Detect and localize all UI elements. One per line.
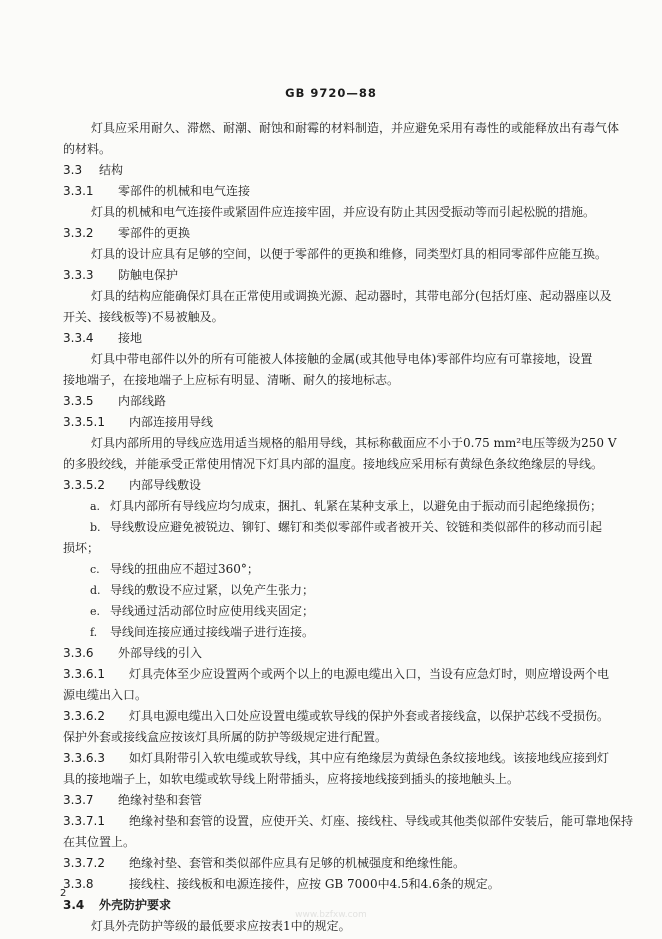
list-item-text: 灯具内部所有导线应均匀成束，捆扎、轧紧在某种支承上，以避免由于振动而引起绝缘损伤； [110,499,603,513]
list-item-text: 导线通过活动部位时应使用线夹固定； [110,604,315,618]
numbered-clause [63,750,610,767]
section-number: 3.3.3 [63,268,94,282]
section-number: 3.3.2 [63,226,94,240]
section-number: 3.3.7 [63,793,94,807]
list-item-letter: d. [90,584,101,597]
list-item-letter: a. [90,500,101,513]
clause-number: 3.3.6.2 [63,709,105,723]
list-item-text: 导线间连接应通过接线端子进行连接。 [110,625,315,639]
list-item-letter: b. [90,521,101,534]
watermark: www.bzfxw.com [295,910,367,920]
list-item-letter: c. [90,563,100,576]
list-item [63,519,603,536]
clause-text: 绝缘衬垫、套管和类似部件应具有足够的机械强度和绝缘性能。 [129,856,466,870]
section-title: 零部件的更换 [118,226,191,240]
paragraph-line: 灯具的机械和电气连接件或紧固件应连接牢固，并应设有防止其因受振动等而引起松脱的措施。 [91,205,596,219]
section-title: 绝缘衬垫和套管 [118,793,203,807]
section-title: 零部件的机械和电气连接 [118,184,251,198]
document-header: GB 9720—88 [285,86,377,100]
list-item [63,561,603,578]
section-heading [63,162,603,179]
list-item-letter: e. [90,605,101,618]
paragraph-continuation: 开关、接线板等)不易被触及。 [63,310,224,324]
section-number: 3.3.5.2 [63,478,105,492]
section-heading [63,477,603,494]
section-title: 外部导线的引入 [118,646,203,660]
clause-number: 3.3.6.3 [63,751,105,765]
section-heading [63,225,603,242]
section-number: 3.3.5 [63,394,94,408]
section-heading [63,330,603,347]
clause-text: 灯具壳体至少应设置两个或两个以上的电源电缆出入口，当设有应急灯时，则应增设两个电 [129,667,610,681]
section-number: 3.3.6 [63,646,94,660]
paragraph-line: 灯具的结构应能确保灯具在正常使用或调换光源、起动器时，其带电部分(包括灯座、起动器座以及 [91,289,612,303]
section-heading [63,792,603,809]
list-item-letter: f. [90,626,98,639]
clause-text: 接线柱、接线板和电源连接件，应按 GB 7000中4.5和4.6条的规定。 [129,877,500,891]
paragraph-line: 灯具应采用耐久、滞燃、耐潮、耐蚀和耐霉的材料制造，并应避免采用有毒性的或能释放出有毒气体 [91,121,620,135]
section-number: 3.3.1 [63,184,94,198]
paragraph-continuation: 源电缆出入口。 [63,688,148,702]
numbered-clause [63,708,610,725]
section-number: 3.3 [63,163,83,177]
list-item [63,582,603,599]
section-heading [63,645,603,662]
section-heading [63,183,603,200]
list-item-text: 导线的扭曲应不超过360°； [110,562,259,576]
numbered-clause [63,666,610,683]
list-item [63,603,603,620]
paragraph-continuation: 接地端子，在接地端子上应标有明显、清晰、耐久的接地标志。 [63,373,400,387]
clause-text: 如灯具附带引入软电缆或软导线，其中应有绝缘层为黄绿色条纹接地线。该接地线应接到灯 [129,751,610,765]
clause-number: 3.3.7.1 [63,814,105,828]
paragraph-continuation: 损坏； [63,541,100,555]
clause-number: 3.3.8 [63,877,94,891]
paragraph-line: 灯具的设计应具有足够的空间，以便于零部件的更换和维修，同类型灯具的相同零部件应能互换。 [91,247,608,261]
section-title: 内部导线敷设 [129,478,202,492]
clause-number: 3.3.7.2 [63,856,105,870]
section-title: 防触电保护 [118,268,179,282]
page-number: 2 [60,888,67,899]
paragraph-line: 灯具中带电部件以外的所有可能被人体接触的金属(或其他导电体)零部件均应有可靠接地，设置 [91,352,593,366]
section-title: 外壳防护要求 [99,898,172,912]
paragraph-line: 灯具内部所用的导线应选用适当规格的船用导线，其标称截面应不小于0.75 mm²电压等级为250 V [91,436,617,450]
clause-text: 绝缘衬垫和套管的设置，应使开关、灯座、接线柱、导线或其他类似部件安装后，能可靠地保持 [129,814,634,828]
list-item [63,498,603,515]
section-title: 接地 [118,331,143,345]
paragraph-line: 灯具外壳防护等级的最低要求应按表1中的规定。 [91,919,351,933]
section-heading [63,393,603,410]
section-heading [63,267,603,284]
paragraph-continuation: 的材料。 [63,142,112,156]
section-number: 3.4 [63,898,85,912]
section-title: 内部线路 [118,394,167,408]
section-number: 3.3.5.1 [63,415,105,429]
numbered-clause [63,876,603,893]
paragraph-continuation: 保护外套或接线盒应按该灯具所属的防护等级规定进行配置。 [63,730,388,744]
paragraph-continuation: 在其位置上。 [63,835,136,849]
document-body [63,120,634,939]
list-item-text: 导线的敷设不应过紧，以免产生张力； [110,583,315,597]
section-title: 结构 [99,163,124,177]
list-item [63,624,603,641]
section-title: 内部连接用导线 [129,415,214,429]
numbered-clause [63,813,634,830]
clause-number: 3.3.6.1 [63,667,105,681]
clause-text: 灯具电源电缆出入口处应设置电缆或软导线的保护外套或者接线盒，以保护芯线不受损伤。 [129,709,610,723]
paragraph-continuation: 的多股绞线，并能承受正常使用情况下灯具内部的温度。接地线应采用标有黄绿色条纹绝缘层的导线。 [63,457,604,471]
list-item-text: 导线敷设应避免被锐边、铆钉、螺钉和类似零部件或者被开关、铰链和类似部件的移动而引起 [110,520,603,534]
paragraph-continuation: 具的接地端子上，如软电缆或软导线上附带插头，应将接地线接到插头的接地触头上。 [63,772,520,786]
section-number: 3.3.4 [63,331,94,345]
section-heading [63,414,603,431]
numbered-clause [63,855,603,872]
